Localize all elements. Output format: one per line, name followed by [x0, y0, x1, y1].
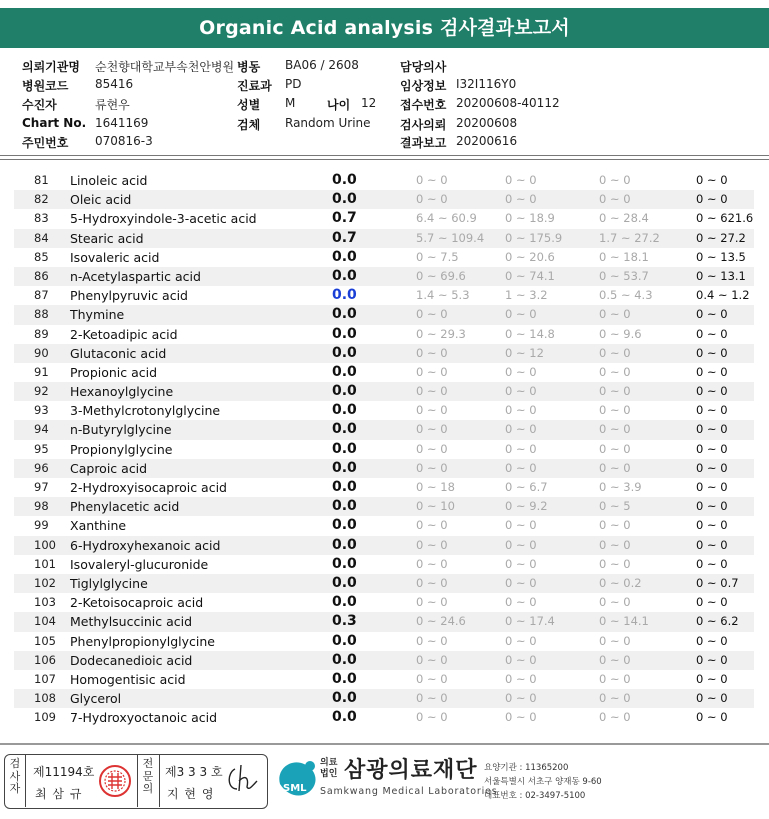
reference-range-3: 0 ~ 0	[599, 307, 631, 322]
result-value: 0.7	[332, 210, 357, 227]
row-number: 95	[34, 441, 49, 456]
reference-range-2: 0 ~ 0	[505, 537, 537, 552]
reference-range-2: 0 ~ 74.1	[505, 268, 555, 283]
analyte-name: Oleic acid	[70, 192, 132, 208]
reference-range-3: 0 ~ 0	[599, 422, 631, 437]
reference-range-2: 0 ~ 0	[505, 556, 537, 571]
table-row	[14, 516, 754, 535]
report-label: 결과보고	[400, 136, 447, 150]
result-value: 0.0	[332, 287, 357, 304]
tester-vertical-label: 검 사 자	[9, 757, 21, 795]
reference-range-4: 0 ~ 0	[696, 556, 728, 571]
sex-label: 성별	[237, 98, 261, 112]
request-value: 20200608	[456, 116, 518, 130]
result-value: 0.0	[332, 670, 357, 687]
reference-range-3: 0 ~ 0	[599, 633, 631, 648]
reference-range-4: 0 ~ 0.7	[696, 575, 739, 590]
table-row	[14, 401, 754, 420]
divider-top	[0, 155, 769, 156]
reference-range-4: 0 ~ 27.2	[696, 230, 746, 245]
tester-license: 제11194호	[33, 765, 95, 779]
reference-range-3: 0.5 ~ 4.3	[599, 288, 653, 303]
reference-range-2: 0 ~ 0	[505, 460, 537, 475]
physician-license: 제3 3 3 호	[165, 765, 223, 779]
table-row	[14, 229, 754, 248]
table-row	[14, 171, 754, 190]
result-value: 0.3	[332, 613, 357, 630]
table-row	[14, 286, 754, 305]
result-value: 0.7	[332, 229, 357, 246]
reference-range-4: 0 ~ 6.2	[696, 614, 739, 629]
reference-range-3: 0 ~ 18.1	[599, 249, 649, 264]
reference-range-1: 0 ~ 0	[416, 364, 448, 379]
reference-range-3: 0 ~ 3.9	[599, 480, 642, 494]
row-number: 109	[34, 710, 56, 725]
row-number: 100	[34, 537, 56, 552]
reference-range-4: 0 ~ 0	[696, 192, 728, 207]
result-value: 0.0	[332, 459, 357, 476]
reference-range-3: 0 ~ 0	[599, 173, 631, 187]
analyte-name: Dodecanedioic acid	[70, 652, 193, 668]
age-value: 12	[361, 96, 377, 110]
resident-value: 070816-3	[95, 134, 153, 148]
reference-range-4: 0 ~ 0	[696, 480, 728, 494]
reference-range-4: 0 ~ 0	[696, 384, 728, 399]
result-value: 0.0	[332, 440, 357, 457]
row-number: 108	[34, 691, 56, 706]
result-value: 0.0	[332, 402, 357, 419]
dept-value: PD	[285, 77, 302, 91]
row-number: 94	[34, 422, 49, 437]
table-row	[14, 651, 754, 670]
org-name: 삼광의료재단	[344, 758, 478, 783]
hospital-code-label: 병원코드	[22, 79, 69, 93]
analyte-name: Caproic acid	[70, 460, 148, 476]
table-row	[14, 555, 754, 574]
reference-range-4: 0 ~ 13.1	[696, 268, 746, 283]
reference-range-3: 0 ~ 0	[599, 537, 631, 552]
table-row	[14, 440, 754, 459]
table-row	[14, 689, 754, 708]
result-value: 0.0	[332, 191, 357, 208]
org-phone: 대표번호 : 02-3497-5100	[484, 791, 586, 801]
logo-text: SML	[283, 783, 307, 794]
analyte-name: 2-Ketoisocaproic acid	[70, 595, 204, 611]
analyte-name: n-Butyrylglycine	[70, 422, 172, 438]
analyte-name: n-Acetylaspartic acid	[70, 268, 201, 284]
chart-label: Chart No.	[22, 116, 87, 130]
reference-range-1: 0 ~ 0	[416, 441, 448, 456]
reference-range-1: 0 ~ 0	[416, 595, 448, 610]
analyte-name: Propionic acid	[70, 364, 158, 380]
result-value: 0.0	[332, 479, 357, 495]
patient-label: 수진자	[22, 98, 57, 112]
institution-value: 순천향대학교부속천안병원	[95, 60, 235, 74]
row-number: 88	[34, 307, 49, 322]
reference-range-1: 0 ~ 0	[416, 384, 448, 399]
row-number: 83	[34, 211, 49, 226]
reference-range-4: 0.4 ~ 1.2	[696, 288, 750, 303]
reference-range-1: 0 ~ 0	[416, 575, 448, 590]
reference-range-3: 0 ~ 0	[599, 384, 631, 399]
result-value: 0.0	[332, 421, 357, 438]
analyte-name: Thymine	[70, 307, 125, 323]
reference-range-1: 6.4 ~ 60.9	[416, 211, 477, 226]
table-row	[14, 267, 754, 286]
reference-range-4: 0 ~ 0	[696, 441, 728, 456]
table-row	[14, 325, 754, 344]
analyte-name: Glutaconic acid	[70, 345, 167, 361]
table-row	[14, 612, 754, 631]
reference-range-2: 0 ~ 175.9	[505, 230, 563, 245]
analyte-name: Hexanoylglycine	[70, 384, 174, 400]
result-value: 0.0	[332, 498, 357, 515]
result-value: 0.0	[332, 574, 357, 591]
table-row	[14, 344, 754, 363]
reference-range-3: 0 ~ 0	[599, 192, 631, 207]
row-number: 106	[34, 652, 56, 667]
reference-range-3: 0 ~ 53.7	[599, 268, 649, 283]
report-title: Organic Acid analysis 검사결과보고서	[0, 8, 769, 48]
reference-range-2: 0 ~ 0	[505, 633, 537, 648]
analyte-name: Glycerol	[70, 691, 122, 707]
row-number: 92	[34, 384, 49, 399]
reference-range-3: 0 ~ 0	[599, 364, 631, 379]
signature-divider	[159, 755, 160, 807]
reference-range-4: 0 ~ 0	[696, 710, 728, 725]
patient-value: 류현우	[95, 98, 130, 112]
reference-range-3: 0 ~ 0	[599, 691, 631, 706]
reference-range-2: 0 ~ 18.9	[505, 211, 555, 226]
reference-range-1: 0 ~ 18	[416, 480, 455, 494]
reference-range-4: 0 ~ 621.6	[696, 211, 754, 226]
reference-range-1: 0 ~ 0	[416, 173, 448, 187]
reference-range-1: 0 ~ 29.3	[416, 326, 466, 341]
signature-divider	[25, 755, 26, 807]
table-row	[14, 459, 754, 478]
reference-range-3: 0 ~ 0	[599, 345, 631, 360]
reference-range-2: 0 ~ 0	[505, 652, 537, 667]
reference-range-4: 0 ~ 0	[696, 422, 728, 437]
reference-range-1: 0 ~ 0	[416, 710, 448, 725]
analyte-name: Isovaleryl-glucuronide	[70, 556, 209, 572]
row-number: 96	[34, 460, 49, 475]
reference-range-3: 0 ~ 0	[599, 556, 631, 571]
table-row	[14, 708, 754, 727]
clinical-label: 임상정보	[400, 79, 447, 93]
result-value: 0.0	[332, 248, 357, 265]
reference-range-2: 0 ~ 0	[505, 422, 537, 437]
table-row	[14, 190, 754, 209]
sex-value: M	[285, 96, 296, 110]
analyte-name: Phenylacetic acid	[70, 499, 180, 515]
result-value: 0.0	[332, 632, 357, 649]
result-value: 0.0	[332, 267, 357, 284]
reference-range-1: 5.7 ~ 109.4	[416, 230, 485, 245]
result-value: 0.0	[332, 690, 357, 707]
reference-range-3: 0 ~ 0	[599, 403, 631, 418]
age-label: 나이	[327, 98, 351, 112]
result-value: 0.0	[332, 325, 357, 342]
reference-range-1: 0 ~ 0	[416, 691, 448, 706]
reference-range-1: 0 ~ 0	[416, 403, 448, 418]
patient-info-block	[0, 54, 769, 152]
table-row	[14, 593, 754, 612]
reference-range-2: 0 ~ 0	[505, 710, 537, 725]
result-value: 0.0	[332, 594, 357, 611]
reference-range-4: 0 ~ 0	[696, 595, 728, 610]
table-row	[14, 632, 754, 651]
result-value: 0.0	[332, 383, 357, 400]
result-value: 0.0	[332, 709, 357, 726]
reference-range-3: 0 ~ 0	[599, 460, 631, 475]
reference-range-2: 0 ~ 0	[505, 307, 537, 322]
reference-range-3: 0 ~ 0	[599, 518, 631, 533]
analyte-name: Phenylpyruvic acid	[70, 288, 188, 304]
reference-range-3: 0 ~ 5	[599, 499, 631, 514]
reference-range-1: 0 ~ 0	[416, 460, 448, 475]
table-row	[14, 305, 754, 324]
reference-range-1: 0 ~ 0	[416, 652, 448, 667]
row-number: 107	[34, 671, 56, 686]
ward-label: 병동	[237, 60, 261, 74]
reference-range-4: 0 ~ 0	[696, 691, 728, 706]
signature-scribble-icon	[223, 761, 263, 797]
row-number: 99	[34, 518, 49, 533]
analyte-name: 6-Hydroxyhexanoic acid	[70, 537, 221, 553]
reference-range-4: 0 ~ 0	[696, 364, 728, 379]
signature-box	[4, 754, 268, 809]
row-number: 98	[34, 499, 49, 514]
reference-range-4: 0 ~ 0	[696, 345, 728, 360]
table-row	[14, 209, 754, 228]
reference-range-2: 0 ~ 9.2	[505, 499, 548, 514]
row-number: 101	[34, 556, 56, 571]
analyte-name: Homogentisic acid	[70, 671, 186, 687]
reference-range-2: 0 ~ 0	[505, 192, 537, 207]
reference-range-4: 0 ~ 0	[696, 518, 728, 533]
reference-range-3: 0 ~ 0.2	[599, 575, 642, 590]
reference-range-3: 0 ~ 0	[599, 671, 631, 686]
reference-range-4: 0 ~ 0	[696, 460, 728, 475]
table-row	[14, 363, 754, 382]
reference-range-1: 0 ~ 0	[416, 192, 448, 207]
analyte-name: 7-Hydroxyoctanoic acid	[70, 710, 218, 726]
reference-range-2: 0 ~ 0	[505, 364, 537, 379]
row-number: 82	[34, 192, 49, 207]
divider-top-double	[0, 159, 769, 160]
ward-value: BA06 / 2608	[285, 58, 359, 72]
org-code: 요양기관 : 11365200	[484, 763, 569, 773]
table-row	[14, 478, 754, 497]
analyte-name: Isovaleric acid	[70, 249, 160, 265]
reference-range-1: 1.4 ~ 5.3	[416, 288, 470, 303]
reference-range-1: 0 ~ 24.6	[416, 614, 466, 629]
report-value: 20200616	[456, 134, 518, 148]
reference-range-2: 0 ~ 0	[505, 518, 537, 533]
reference-range-1: 0 ~ 0	[416, 518, 448, 533]
analyte-name: 2-Hydroxyisocaproic acid	[70, 480, 227, 495]
org-legal-type: 의료 법인	[320, 758, 338, 779]
reference-range-2: 0 ~ 0	[505, 173, 537, 187]
row-number: 81	[34, 173, 49, 187]
row-number: 102	[34, 575, 56, 590]
analyte-name: Propionylglycine	[70, 441, 173, 457]
reference-range-3: 0 ~ 0	[599, 710, 631, 725]
reference-range-4: 0 ~ 13.5	[696, 249, 746, 264]
reference-range-3: 0 ~ 28.4	[599, 211, 649, 226]
doctor-label: 담당의사	[400, 60, 447, 74]
reference-range-3: 0 ~ 14.1	[599, 614, 649, 629]
table-row	[14, 536, 754, 555]
reference-range-3: 0 ~ 0	[599, 595, 631, 610]
reference-range-1: 0 ~ 0	[416, 633, 448, 648]
result-value: 0.0	[332, 306, 357, 323]
reference-range-2: 0 ~ 12	[505, 345, 544, 360]
result-value: 0.0	[332, 555, 357, 572]
resident-label: 주민번호	[22, 136, 69, 150]
row-number: 105	[34, 633, 56, 648]
reference-range-4: 0 ~ 0	[696, 499, 728, 514]
reference-range-4: 0 ~ 0	[696, 652, 728, 667]
reference-range-1: 0 ~ 0	[416, 307, 448, 322]
result-value: 0.0	[332, 363, 357, 380]
row-number: 84	[34, 230, 49, 245]
reference-range-1: 0 ~ 0	[416, 537, 448, 552]
receipt-label: 접수번호	[400, 98, 447, 112]
row-number: 86	[34, 268, 49, 283]
reference-range-1: 0 ~ 10	[416, 499, 455, 514]
analyte-name: Methylsuccinic acid	[70, 614, 193, 630]
physician-vertical-label: 전 문 의	[142, 757, 154, 795]
specimen-value: Random Urine	[285, 116, 371, 130]
tester-seal-icon	[98, 763, 132, 799]
reference-range-3: 0 ~ 0	[599, 652, 631, 667]
reference-range-2: 0 ~ 0	[505, 403, 537, 418]
results-table	[14, 171, 754, 727]
reference-range-4: 0 ~ 0	[696, 326, 728, 341]
reference-range-1: 0 ~ 7.5	[416, 249, 459, 264]
row-number: 97	[34, 480, 49, 494]
table-row	[14, 574, 754, 593]
institution-label: 의뢰기관명	[22, 60, 80, 74]
row-number: 93	[34, 403, 49, 418]
request-label: 검사의뢰	[400, 118, 447, 132]
specimen-label: 검체	[237, 118, 261, 132]
analyte-name: Xanthine	[70, 518, 127, 534]
reference-range-1: 0 ~ 0	[416, 671, 448, 686]
chart-value: 1641169	[95, 116, 149, 130]
reference-range-1: 0 ~ 0	[416, 345, 448, 360]
reference-range-4: 0 ~ 0	[696, 307, 728, 322]
clinical-value: I32I116Y0	[456, 77, 517, 91]
tester-name: 최 삼 규	[35, 787, 83, 801]
reference-range-3: 0 ~ 0	[599, 441, 631, 456]
receipt-value: 20200608-40112	[456, 96, 560, 110]
table-row	[14, 497, 754, 516]
reference-range-1: 0 ~ 0	[416, 422, 448, 437]
physician-name: 지 현 영	[167, 787, 215, 801]
analyte-name: 2-Ketoadipic acid	[70, 326, 178, 342]
row-number: 87	[34, 288, 49, 303]
table-row	[14, 382, 754, 401]
row-number: 90	[34, 345, 49, 360]
table-row	[14, 670, 754, 689]
footer-divider	[0, 743, 769, 745]
reference-range-2: 0 ~ 0	[505, 441, 537, 456]
reference-range-2: 0 ~ 0	[505, 575, 537, 590]
result-value: 0.0	[332, 651, 357, 668]
reference-range-2: 0 ~ 20.6	[505, 249, 555, 264]
row-number: 91	[34, 364, 49, 379]
analyte-name: Phenylpropionylglycine	[70, 633, 216, 649]
reference-range-2: 0 ~ 0	[505, 595, 537, 610]
reference-range-2: 0 ~ 6.7	[505, 480, 548, 494]
org-address: 서울특별시 서초구 양재동 9-60	[484, 777, 602, 787]
reference-range-4: 0 ~ 0	[696, 633, 728, 648]
reference-range-2: 0 ~ 14.8	[505, 326, 555, 341]
reference-range-2: 1 ~ 3.2	[505, 288, 548, 303]
reference-range-3: 1.7 ~ 27.2	[599, 230, 660, 245]
reference-range-4: 0 ~ 0	[696, 403, 728, 418]
dept-label: 진료과	[237, 79, 272, 93]
reference-range-4: 0 ~ 0	[696, 173, 728, 187]
reference-range-4: 0 ~ 0	[696, 671, 728, 686]
reference-range-4: 0 ~ 0	[696, 537, 728, 552]
analyte-name: Stearic acid	[70, 230, 144, 246]
row-number: 85	[34, 249, 49, 264]
analyte-name: Linoleic acid	[70, 173, 148, 188]
table-row	[14, 248, 754, 267]
analyte-name: Tiglylglycine	[70, 575, 148, 591]
row-number: 89	[34, 326, 49, 341]
analyte-name: 3-Methylcrotonylglycine	[70, 403, 221, 419]
result-value: 0.0	[332, 517, 357, 534]
row-number: 103	[34, 595, 56, 610]
result-value: 0.0	[332, 536, 357, 553]
signature-divider	[137, 755, 138, 807]
reference-range-3: 0 ~ 9.6	[599, 326, 642, 341]
reference-range-1: 0 ~ 0	[416, 556, 448, 571]
reference-range-2: 0 ~ 0	[505, 671, 537, 686]
reference-range-2: 0 ~ 17.4	[505, 614, 555, 629]
result-value: 0.0	[332, 344, 357, 361]
reference-range-2: 0 ~ 0	[505, 691, 537, 706]
org-name-english: Samkwang Medical Laboratories	[320, 786, 498, 797]
hospital-code-value: 85416	[95, 77, 134, 91]
result-value: 0.0	[332, 172, 357, 188]
table-row	[14, 420, 754, 439]
analyte-name: 5-Hydroxyindole-3-acetic acid	[70, 211, 257, 227]
reference-range-2: 0 ~ 0	[505, 384, 537, 399]
row-number: 104	[34, 614, 56, 629]
reference-range-1: 0 ~ 69.6	[416, 268, 466, 283]
